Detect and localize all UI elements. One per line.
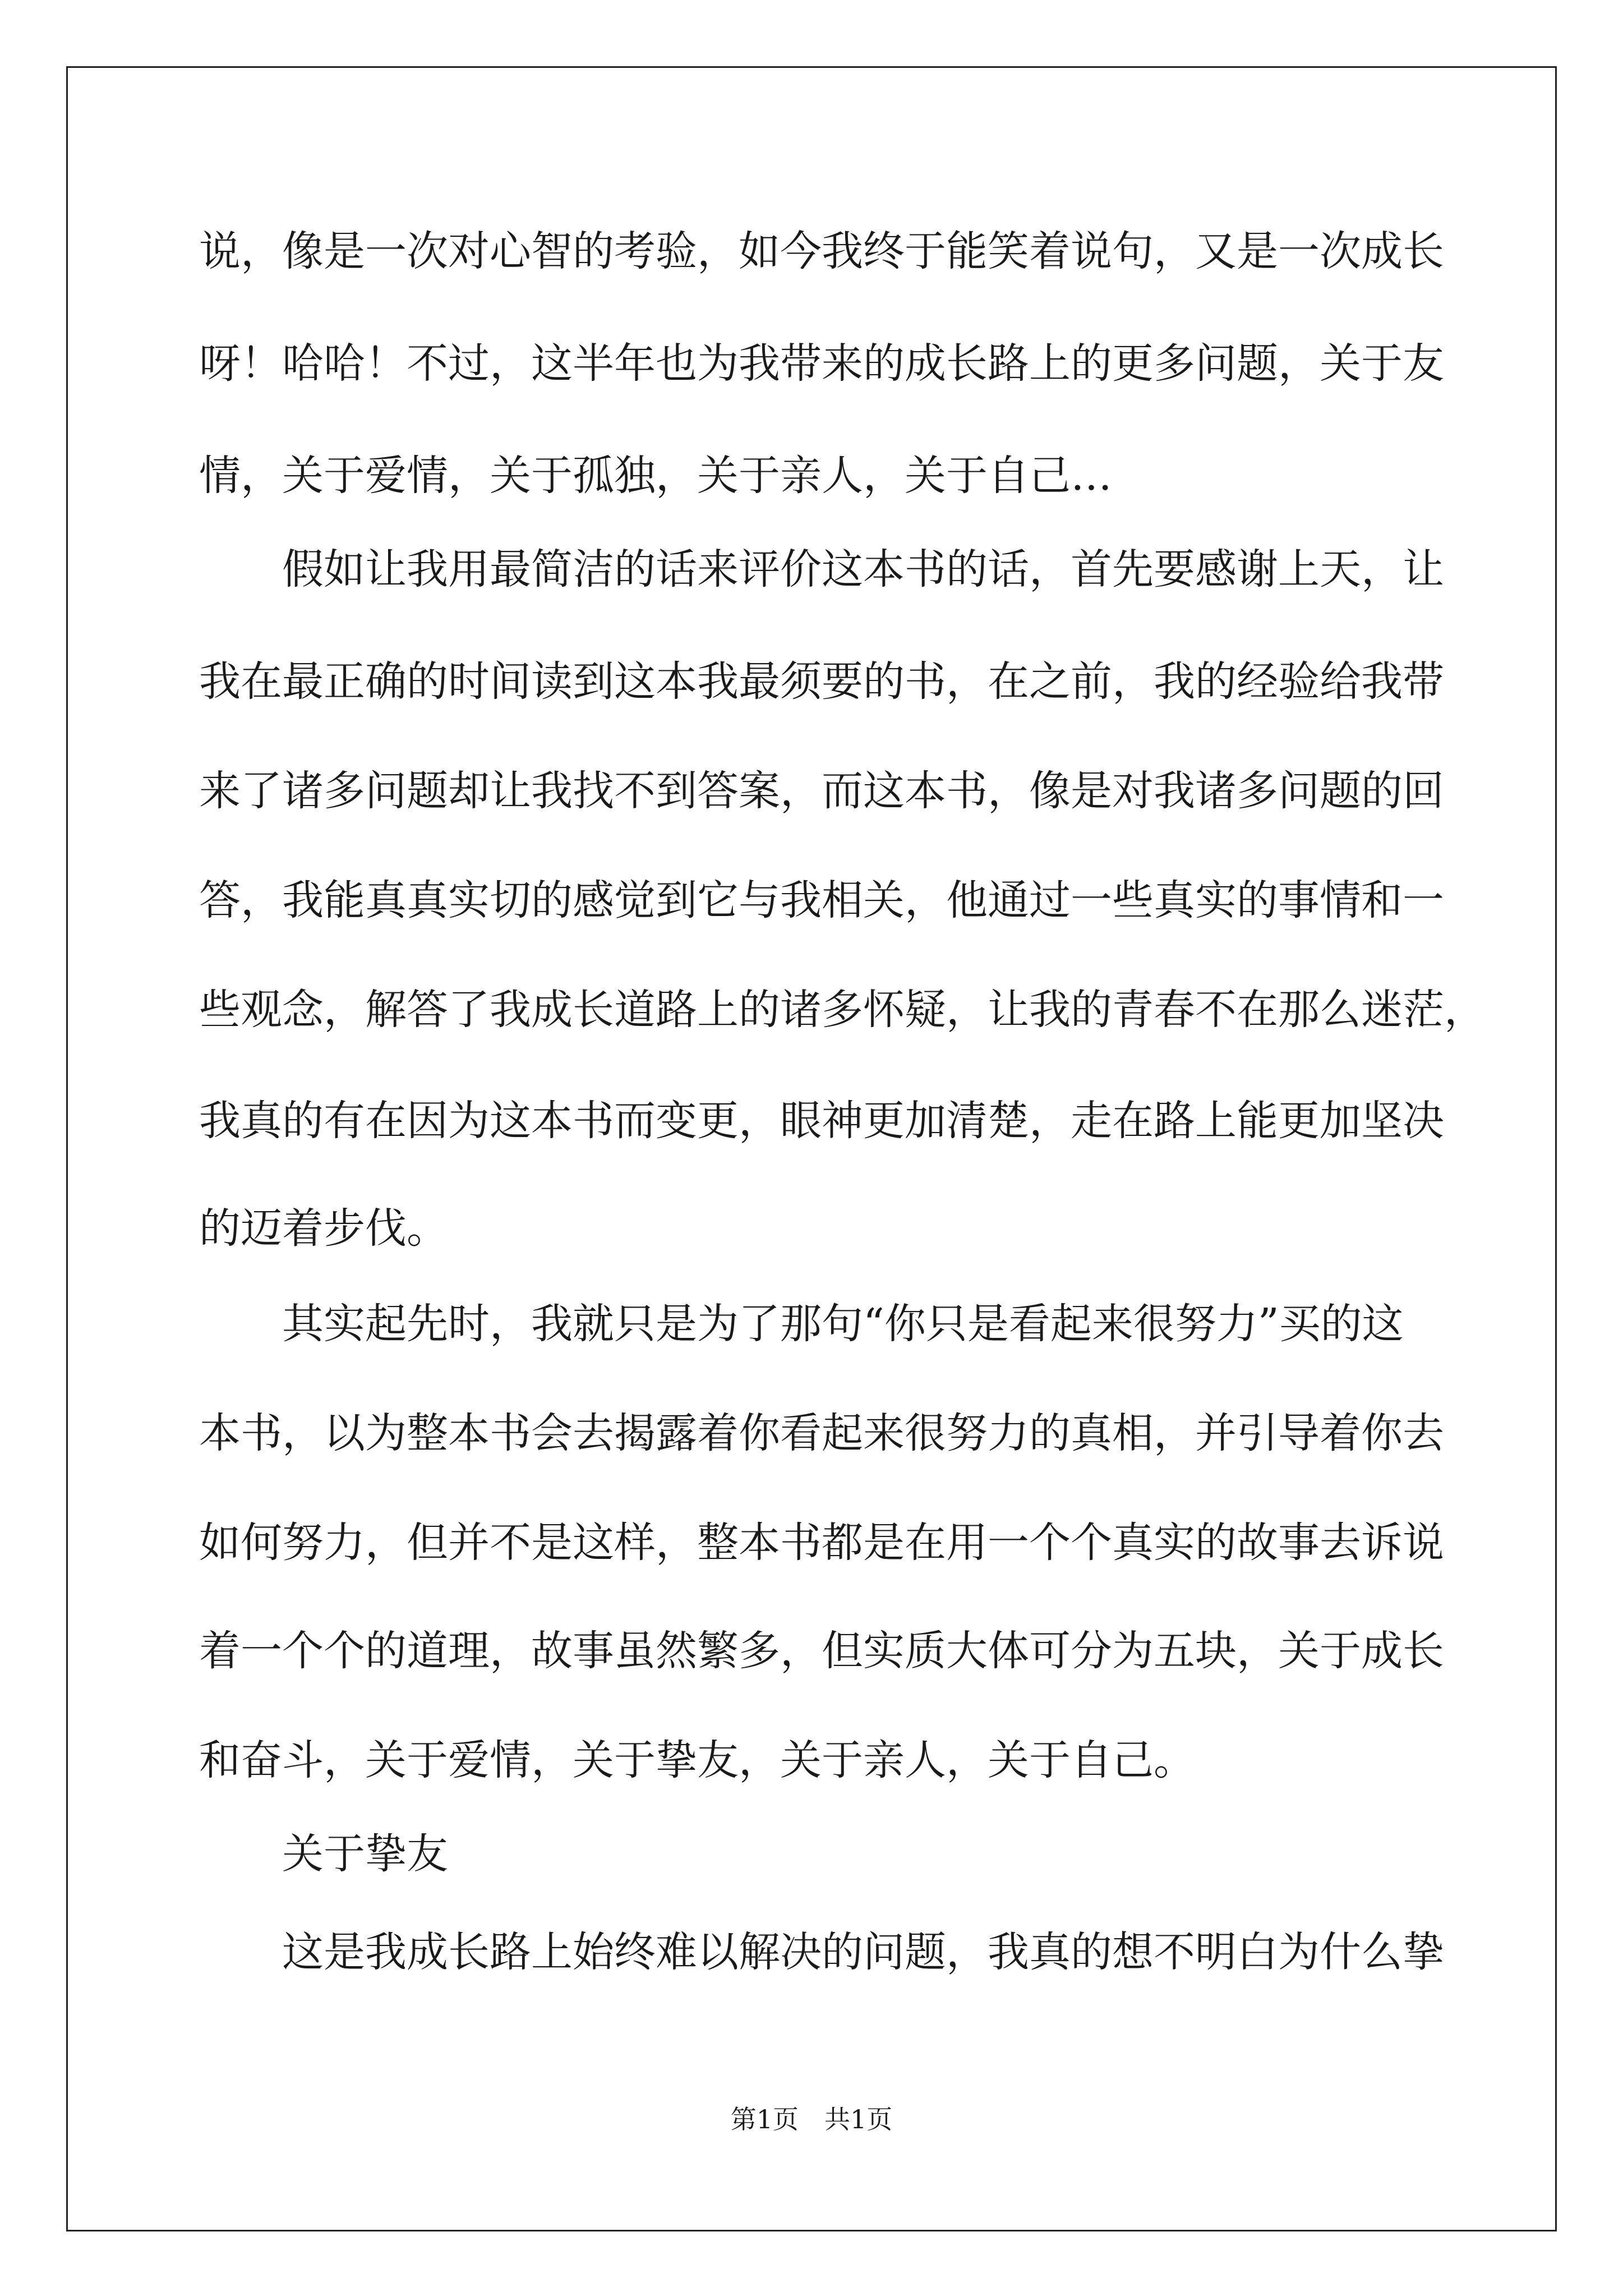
text-line-15: 和奋斗，关于爱情，关于挚友，关于亲人，关于自己。: [199, 1736, 1195, 1784]
section-heading: 关于挚友: [282, 1830, 448, 1878]
text-line-9: 我真的有在因为这本书而变更，眼神更加清楚，走在路上能更加坚决: [199, 1097, 1444, 1145]
text-line-2: 呀！哈哈！不过，这半年也为我带来的成长路上的更多问题，关于友: [199, 339, 1444, 388]
text-line-1: 说，像是一次对心智的考验，如今我终于能笑着说句，又是一次成长: [199, 227, 1444, 275]
text-line-4: 假如让我用最简洁的话来评价这本书的话，首先要感谢上天，让: [282, 545, 1444, 593]
text-line-17: 这是我成长路上始终难以解决的问题，我真的想不明白为什么挚: [282, 1928, 1444, 1976]
text-line-14: 着一个个的道理，故事虽然繁多，但实质大体可分为五块，关于成长: [199, 1627, 1444, 1675]
page-footer: 第1页 共1页: [730, 2104, 893, 2134]
text-line-8: 些观念，解答了我成长道路上的诸多怀疑，让我的青春不在那么迷茫，: [199, 986, 1486, 1034]
text-line-6: 来了诸多问题却让我找不到答案，而这本书，像是对我诸多问题的回: [199, 767, 1444, 815]
text-line-10: 的迈着步伐。: [199, 1204, 448, 1253]
text-line-3: 情，关于爱情，关于孤独，关于亲人，关于自己…: [199, 452, 1112, 500]
text-line-7: 答，我能真真实切的感觉到它与我相关，他通过一些真实的事情和一: [199, 876, 1444, 924]
text-line-13: 如何努力，但并不是这样，整本书都是在用一个个真实的故事去诉说: [199, 1519, 1444, 1567]
text-line-5: 我在最正确的时间读到这本我最须要的书，在之前，我的经验给我带: [199, 657, 1444, 706]
text-line-11: 其实起先时，我就只是为了那句“你只是看起来很努力”买的这: [282, 1300, 1404, 1348]
text-line-12: 本书，以为整本书会去揭露着你看起来很努力的真相，并引导着你去: [199, 1409, 1444, 1457]
